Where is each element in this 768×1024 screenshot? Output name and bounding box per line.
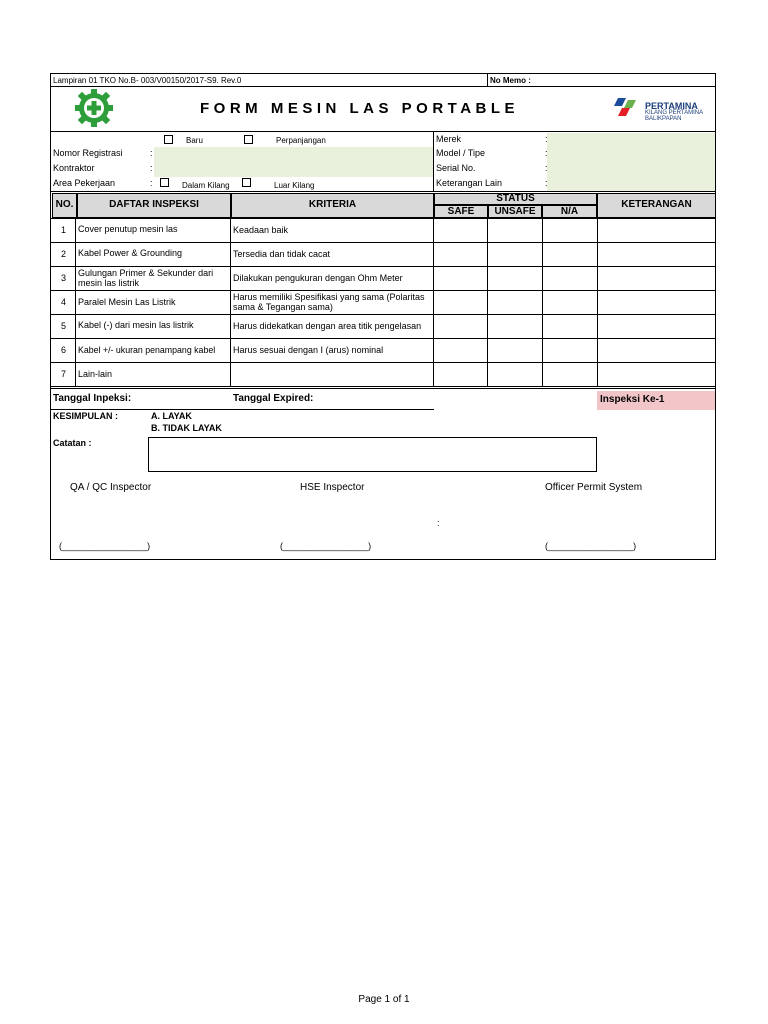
row-6-item: Kabel +/- ukuran penampang kabel [78, 345, 216, 355]
no-memo-label: No Memo : [490, 76, 531, 85]
row-6-kriteria: Harus sesuai dengan I (arus) nominal [233, 345, 384, 355]
row-7-no: 7 [60, 369, 66, 379]
header-kriteria: KRITERIA [308, 199, 357, 210]
header-keterangan: KETERANGAN [621, 199, 692, 210]
row-4-item: Paralel Mesin Las Listrik [78, 297, 176, 307]
row-1-item: Cover penutup mesin las [78, 224, 178, 234]
area-pekerjaan-label: Area Pekerjaan [53, 178, 116, 188]
luar-kilang-label: Luar Kilang [274, 181, 315, 190]
hse-signature-line[interactable]: (_________________) [280, 541, 372, 551]
header-no: NO. [55, 199, 74, 210]
right-fields-fill [547, 133, 715, 191]
qa-signature-line[interactable]: (_________________) [59, 541, 151, 551]
row-3-item: Gulungan Primer & Sekunder dari mesin las listrik [78, 268, 214, 288]
row-3-kriteria: Dilakukan pengukuran dengan Ohm Meter [233, 273, 403, 283]
perpanjangan-label: Perpanjangan [276, 136, 326, 145]
stray-colon: : [437, 518, 440, 528]
option-layak: A. LAYAK [151, 411, 192, 421]
form-title: FORM MESIN LAS PORTABLE [200, 100, 520, 117]
officer-permit-label: Officer Permit System [545, 482, 643, 493]
merek-label: Merek [436, 134, 462, 144]
row-5-item: Kabel (-) dari mesin las listrik [78, 320, 194, 330]
row-7-item: Lain-lain [78, 369, 113, 379]
row-6-no: 6 [60, 345, 66, 355]
dalam-kilang-label: Dalam Kilang [182, 181, 230, 190]
page-number: Page 1 of 1 [358, 994, 410, 1005]
baru-label: Baru [186, 136, 203, 145]
inspeksi-ke-label: Inspeksi Ke-1 [600, 394, 665, 405]
row-1-kriteria: Keadaan baik [233, 225, 289, 235]
header-unsafe: UNSAFE [494, 206, 536, 217]
lampiran-text: Lampiran 01 TKO No.B- 003/V00150/2017-S9. Rev.0 [53, 76, 242, 85]
row-2-item: Kabel Power & Grounding [78, 248, 183, 258]
qa-qc-inspector-label: QA / QC Inspector [70, 482, 152, 493]
row-5-kriteria: Harus didekatkan dengan area titik pengelasan [233, 321, 422, 331]
dalam-kilang-checkbox[interactable] [160, 178, 169, 187]
serial-no-label: Serial No. [436, 163, 476, 173]
row-4-kriteria: Harus memiliki Spesifikasi yang sama (Polaritas sama & Tegangan sama) [233, 292, 425, 312]
tanggal-inspeksi-label: Tanggal Inpeksi: [53, 393, 132, 404]
catatan-label: Catatan : [53, 438, 92, 448]
pertamina-logo-icon [612, 96, 642, 118]
row-3-no: 3 [60, 273, 66, 283]
luar-kilang-checkbox[interactable] [242, 178, 251, 187]
kesimpulan-label: KESIMPULAN : [53, 411, 118, 421]
row-2-kriteria: Tersedia dan tidak cacat [233, 249, 331, 259]
header-na: N/A [560, 206, 579, 217]
left-fields-fill [154, 147, 433, 177]
brand-sub1: KILANG PERTAMINA [645, 110, 704, 116]
brand-sub2: BALIKPAPAN [645, 116, 682, 122]
row-5-no: 5 [60, 321, 66, 331]
row-1-no: 1 [60, 225, 66, 235]
row-4-no: 4 [60, 297, 66, 307]
option-tidak-layak: B. TIDAK LAYAK [151, 423, 222, 433]
nomor-registrasi-label: Nomor Registrasi [53, 148, 123, 158]
header-safe: SAFE [447, 206, 475, 217]
catatan-box[interactable] [148, 437, 597, 472]
header-daftar: DAFTAR INSPEKSI [109, 199, 199, 210]
perpanjangan-checkbox[interactable] [244, 135, 253, 144]
header-status: STATUS [496, 193, 535, 204]
brand-name: PERTAMINA [645, 101, 698, 111]
baru-checkbox[interactable] [164, 135, 173, 144]
row-2-no: 2 [60, 249, 66, 259]
safety-gear-icon [71, 88, 117, 128]
hse-inspector-label: HSE Inspector [300, 482, 365, 493]
tanggal-expired-label: Tanggal Expired: [233, 393, 314, 404]
keterangan-lain-label: Keterangan Lain [436, 178, 503, 188]
kontraktor-label: Kontraktor [53, 163, 95, 173]
officer-signature-line[interactable]: (_________________) [545, 541, 637, 551]
model-tipe-label: Model / Tipe [436, 148, 486, 158]
